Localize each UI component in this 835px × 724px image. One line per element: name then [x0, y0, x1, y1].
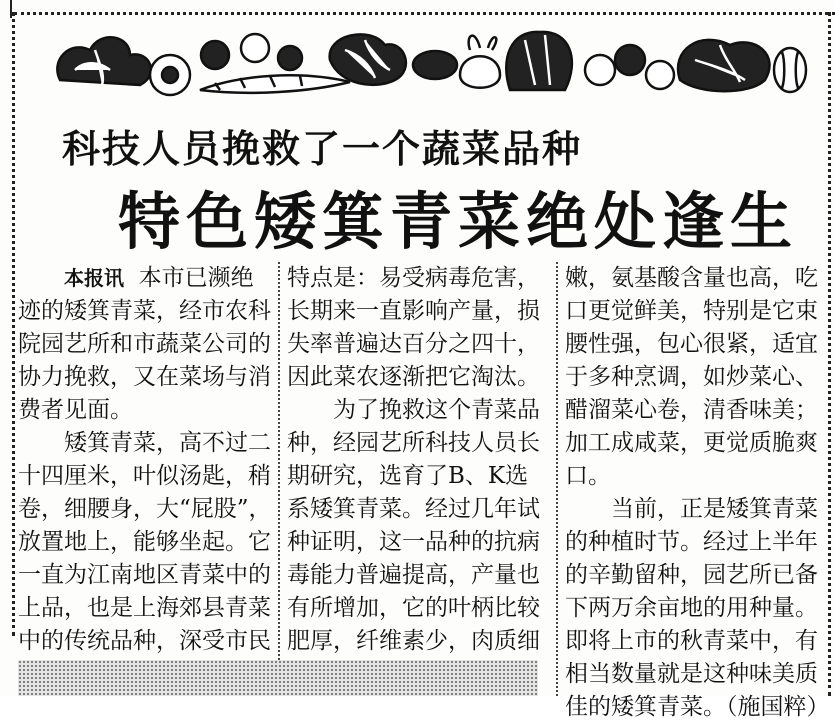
- vegetable-illustration-banner: [40, 20, 810, 102]
- article-column-1: [18, 262, 273, 696]
- paragraph-continued: 嫩，氨基酸含量也高，吃口更觉鲜美，特别是它束腰性强，包心很紧，适宜于多种烹调，如炒菜心、醋溜菜心卷，清香味美；加工成咸菜，更觉质脆爽口。: [565, 265, 818, 489]
- paragraph: [18, 262, 273, 427]
- article-column-3: [565, 262, 830, 720]
- dotted-border-left: [12, 12, 15, 636]
- corner-mark: [0, 0, 12, 18]
- paragraph-text: 本市已濒绝迹的矮箕青菜，经市农科院园艺所和市蔬菜公司的协力挽救，又在菜场与消费者见面。: [18, 265, 271, 423]
- paragraph: 为了挽救这个青菜品种，经园艺所科技人员长期研究，选育了B、K选系矮箕青菜。经过几年试种证明，这一品种的抗病毒能力普遍提高，产量也有所增加，它的叶柄比较肥厚，纤维素少，肉质细: [287, 397, 540, 654]
- paragraph: 当前，正是矮箕青菜的种植时节。经过上半年的辛勤留种，园艺所已备下两万余亩地的用种量。即将上市的秋青菜中，有相当数量就是这种味美质佳的矮箕青菜。（施国粹）: [565, 496, 830, 720]
- halftone-strip: [18, 660, 538, 696]
- column-divider: [278, 262, 280, 696]
- article-column-2: [287, 262, 549, 696]
- paragraph-continued: 特点是：易受病毒危害，长期来一直影响产量，损失率普遍达百分之四十，因此菜农逐渐把它淘汰。: [287, 265, 540, 390]
- paragraph: 矮箕青菜，高不过二十四厘米，叶似汤匙，稍卷，细腰身，大“屁股”，放置地上，能够坐起。它一直为江南地区青菜中的上品，也是上海郊县青菜中的传统品种，深受市民: [18, 430, 272, 654]
- column-divider: [556, 262, 558, 696]
- article-headline: 特色矮箕青菜绝处逢生: [118, 185, 799, 258]
- article-subheadline: 科技人员挽救了一个蔬菜品种: [62, 126, 583, 171]
- dotted-border-top: [14, 12, 835, 15]
- dateline-label: 本报讯: [64, 266, 124, 290]
- dotted-border-right: [828, 12, 831, 696]
